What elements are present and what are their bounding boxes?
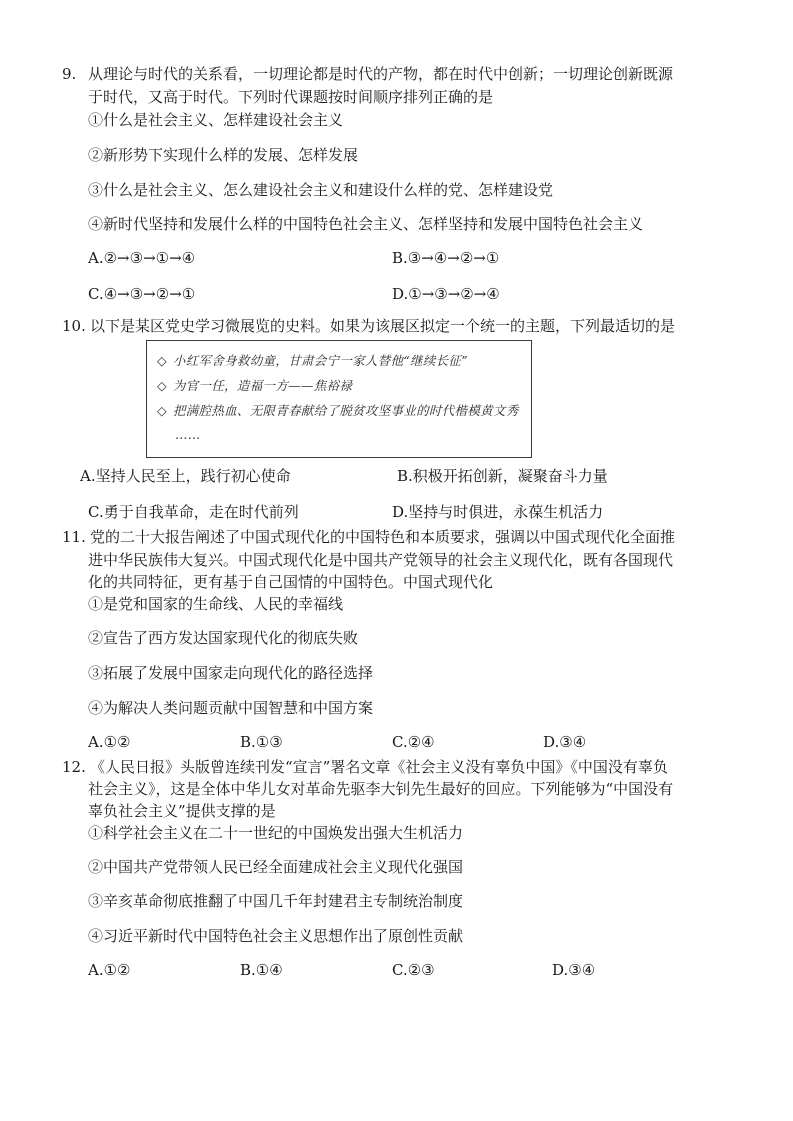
option-d[interactable]: D.③④ bbox=[552, 961, 596, 979]
option-d[interactable]: D.③④ bbox=[543, 733, 587, 751]
diamond-bullet-icon: ◇ bbox=[157, 378, 167, 393]
statement-item: ③拓展了发展中国家走向现代化的路径选择 bbox=[88, 664, 374, 682]
statement-item: ①是党和国家的生命线、人民的幸福线 bbox=[88, 595, 344, 613]
statement-item: ②中国共产党带领人民已经全面建成社会主义现代化强国 bbox=[88, 858, 464, 876]
option-c[interactable]: C.②③ bbox=[392, 961, 435, 979]
option-c[interactable]: C.勇于自我革命，走在时代前列 bbox=[88, 503, 299, 521]
exhibit-line: ◇ 把满腔热血、无限青春献给了脱贫攻坚事业的时代楷模黄文秀 bbox=[157, 403, 519, 418]
question-stem-line: 党的二十大报告阐述了中国式现代化的中国特色和本质要求，强调以中国式现代化全面推 bbox=[90, 528, 676, 546]
question-stem-line: 化的共同特征，更有基于自己国情的中国特色。中国式现代化 bbox=[88, 573, 494, 591]
question-number: 9. bbox=[62, 65, 77, 83]
exhibit-ellipsis: …… bbox=[175, 427, 201, 442]
question-number: 12. bbox=[62, 758, 86, 776]
question-stem-line: 社会主义》，这是全体中华儿女对革命先驱李大钊先生最好的回应。下列能够为“中国没有 bbox=[88, 780, 674, 798]
statement-item: ②宣告了西方发达国家现代化的彻底失败 bbox=[88, 629, 359, 647]
question-stem-line: 于时代，又高于时代。下列时代课题按时间顺序排列正确的是 bbox=[88, 88, 494, 106]
option-c[interactable]: C.②④ bbox=[392, 733, 435, 751]
question-stem-line: 从理论与时代的关系看，一切理论都是时代的产物，都在时代中创新；一切理论创新既源 bbox=[88, 65, 674, 83]
option-a[interactable]: A.②→③→①→④ bbox=[88, 249, 196, 267]
statement-item: ③什么是社会主义、怎么建设社会主义和建设什么样的党、怎样建设党 bbox=[88, 181, 554, 199]
statement-item: ④新时代坚持和发展什么样的中国特色社会主义、怎样坚持和发展中国特色社会主义 bbox=[88, 215, 644, 233]
option-b[interactable]: B.①④ bbox=[240, 961, 283, 979]
statement-item: ①什么是社会主义、怎样建设社会主义 bbox=[88, 111, 344, 129]
option-a[interactable]: A.坚持人民至上，践行初心使命 bbox=[80, 467, 291, 485]
statement-item: ②新形势下实现什么样的发展、怎样发展 bbox=[88, 146, 359, 164]
diamond-bullet-icon: ◇ bbox=[157, 353, 167, 368]
question-stem-line: 进中华民族伟大复兴。中国式现代化是中国共产党领导的社会主义现代化，既有各国现代 bbox=[88, 551, 674, 569]
exhibit-line: ◇ 小红军舍身救幼童，甘肃会宁一家人替他“继续长征” bbox=[157, 353, 468, 368]
question-stem-line: 辜负社会主义”提供支撑的是 bbox=[88, 802, 276, 820]
question-number: 10. bbox=[62, 317, 86, 335]
option-c[interactable]: C.④→③→②→① bbox=[88, 285, 196, 303]
option-b[interactable]: B.积极开拓创新，凝聚奋斗力量 bbox=[397, 467, 608, 485]
statement-item: ③辛亥革命彻底推翻了中国几千年封建君主专制统治制度 bbox=[88, 892, 464, 910]
exhibit-line: ◇ 为官一任，造福一方——焦裕禄 bbox=[157, 378, 353, 393]
statement-item: ①科学社会主义在二十一世纪的中国焕发出强大生机活力 bbox=[88, 824, 464, 842]
question-number: 11. bbox=[62, 528, 86, 546]
question-stem-line: 以下是某区党史学习微展览的史料。如果为该展区拟定一个统一的主题，下列最适切的是 bbox=[90, 317, 676, 335]
option-d[interactable]: D.①→③→②→④ bbox=[392, 285, 500, 303]
option-b[interactable]: B.①③ bbox=[240, 733, 283, 751]
diamond-bullet-icon: ◇ bbox=[157, 403, 167, 418]
question-stem-line: 《人民日报》头版曾连续刊发“宣言”署名文章《社会主义没有辜负中国》《中国没有辜负 bbox=[90, 758, 668, 776]
statement-item: ④习近平新时代中国特色社会主义思想作出了原创性贡献 bbox=[88, 927, 464, 945]
option-d[interactable]: D.坚持与时俱进，永葆生机活力 bbox=[392, 503, 604, 521]
option-a[interactable]: A.①② bbox=[88, 733, 131, 751]
option-b[interactable]: B.③→④→②→① bbox=[392, 249, 500, 267]
exhibit-box bbox=[146, 340, 532, 458]
option-a[interactable]: A.①② bbox=[88, 961, 131, 979]
statement-item: ④为解决人类问题贡献中国智慧和中国方案 bbox=[88, 699, 374, 717]
